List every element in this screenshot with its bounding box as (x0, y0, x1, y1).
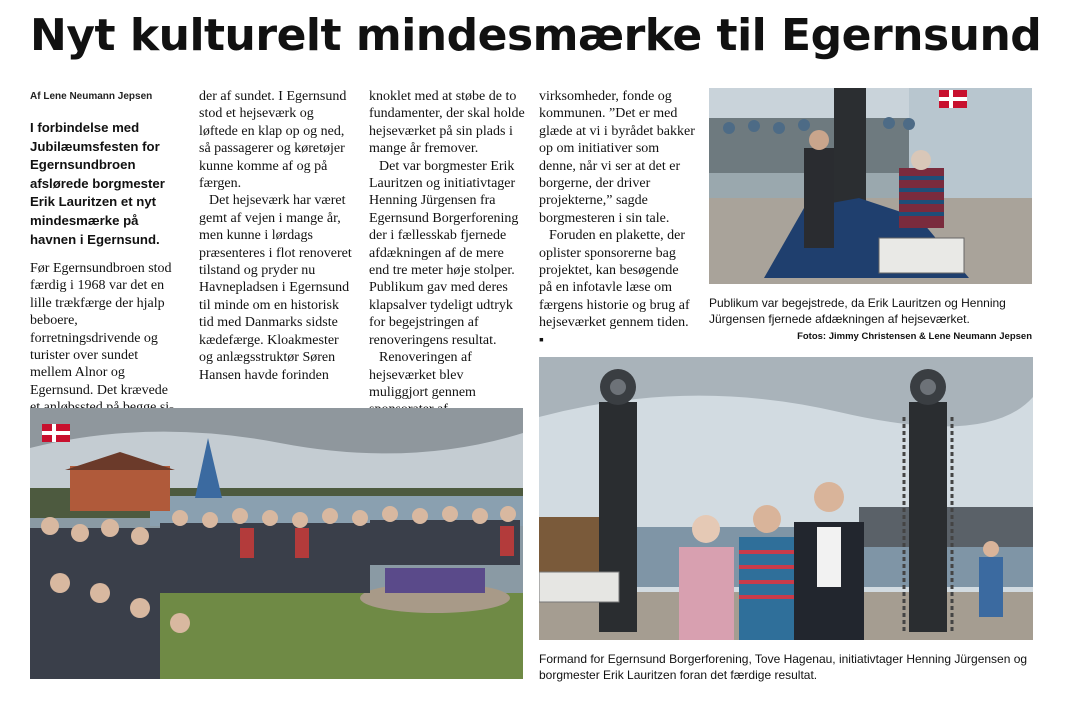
monument-photo (539, 357, 1033, 640)
byline: Af Lene Neumann Jepsen (30, 91, 153, 102)
article-column-2 (199, 88, 355, 384)
crowd-photo (30, 408, 523, 679)
body-text: virksomheder, fonde og kommunen. ”Det er med glæde at vi i byrådet bakker op om initiativer som denne, når vi ser at det er borgerne, der driver projekterne,” sagde borgmesteren i sin tale. (539, 89, 695, 226)
photo-caption: Formand for Egernsund Borgerforening, Tove Hagenau, initiativtager Henning Jürgensen og borgmester Erik Lauritzen foran det færdige resultat. (539, 652, 1028, 682)
body-text: knoklet med at støbe de to fundamenter, der skal holde hejseværket på sin plads i mange år fremover. (369, 89, 525, 157)
lead-paragraph: I forbindelse med Jubilæumsfesten for Egernsundbroen afslørede borgmester Erik Lauritzen et nyt mindesmærke på havnen i Egernsund. (30, 120, 165, 247)
body-text: Før Egernsundbroen stod færdig i 1968 var det en lille trækfærge der hjalp beboere, forretningsdrivende og turister over sundet mellem Alnor og Egernsund. Det krævede (30, 261, 172, 398)
body-text: Det hejseværk har været gemt af vejen i mange år, men kunne i lørdags præsenteres i flot renoveret tilstand og pryder nu Havnepladsen i Egernsund til minde om en historisk tid med Danmarks sidste kædefærge. Kloakmester og anlægsstruktør Søren Hansen havde forinden (199, 193, 352, 383)
body-text: Det var borgmester Erik Lauritzen og initiativtager Henning Jürgensen fra Egernsund Borgerforening der i fællesskab fjernede afdækningen af de mere end tre meter høje stolper. Publikum gav med deres klapsalver tydeligt udtryk for begejstringen af renoveringens resultat. (369, 158, 519, 348)
photo-credit: Fotos: Jimmy Christensen & Lene Neumann Jepsen (797, 331, 1032, 342)
article-column-3 (369, 88, 525, 419)
body-text: Foruden en plakette, der oplister sponsorerne bag projektet, kan besøgende på en infotavle læse om færgens historie og brug af hejseværket gennem tiden. ▪ (539, 228, 690, 348)
photo-caption: Publikum var begejstrede, da Erik Lauritzen og Henning Jürgensen fjernede afdækningen af hejseværket. (709, 296, 1006, 326)
article-column-4 (539, 88, 695, 349)
body-text: der af sundet. I Egernsund stod et hejseværk og løftede en klap op og ned, så passagerer og køretøjer kunne komme af og på færgen. (199, 89, 347, 192)
headline: Nyt kulturelt mindesmærke til Egernsund (30, 10, 1042, 61)
body-text: Renoveringen af hejseværket blev muliggjort gennem (369, 350, 476, 400)
unveiling-photo (709, 88, 1032, 284)
article-column-1 (30, 260, 180, 417)
